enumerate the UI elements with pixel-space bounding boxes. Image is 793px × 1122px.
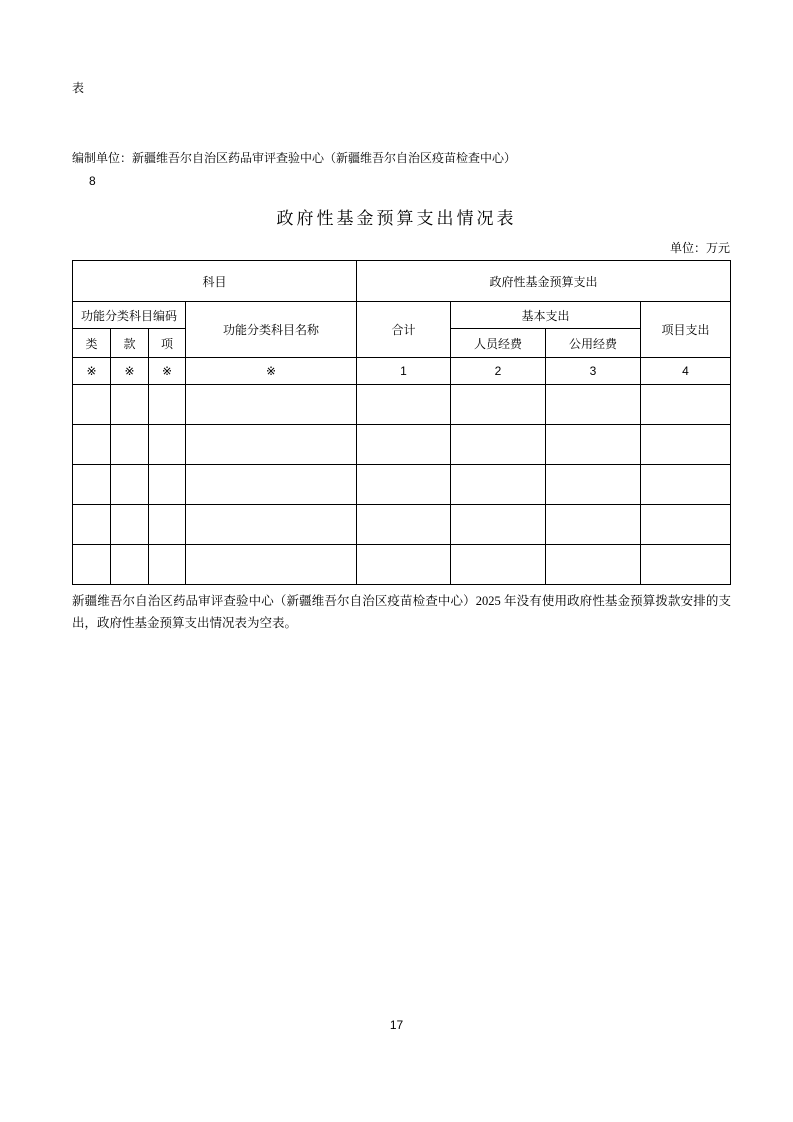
empty-cell [73,545,111,585]
empty-cell [186,545,357,585]
header-row-subgroups [73,302,731,329]
th-subject-group: 科目 [73,261,357,302]
column-number-cell: 4 [641,358,731,385]
empty-cell [111,465,149,505]
th-total-col: 合计 [357,302,451,358]
th-name-col: 功能分类科目名称 [186,302,357,358]
empty-data-row [73,385,731,425]
budget-table-body [73,261,731,585]
empty-cell [357,545,451,585]
footnote-text: 新疆维吾尔自治区药品审评查验中心（新疆维吾尔自治区疫苗检查中心）2025 年没有使用政府性基金预算拨款安排的支出，政府性基金预算支出情况表为空表。 [72,594,731,630]
marker-cell: ※ [73,358,111,385]
page-title: 政府性基金预算支出情况表 [276,209,517,228]
empty-cell [149,505,186,545]
empty-cell [111,385,149,425]
marker-cell: ※ [149,358,186,385]
unit-note: 单位：万元 [669,241,730,255]
empty-cell [641,465,731,505]
empty-cell [641,385,731,425]
empty-cell [73,465,111,505]
empty-cell [149,465,186,505]
th-project-col: 项目支出 [641,302,731,358]
empty-cell [186,505,357,545]
empty-cell [186,385,357,425]
empty-cell [641,545,731,585]
th-code-group: 功能分类科目编码 [73,302,186,329]
empty-cell [73,385,111,425]
empty-cell [186,465,357,505]
empty-cell [357,465,451,505]
empty-cell [546,385,641,425]
th-code-section: 款 [111,329,149,358]
prepared-by-line: 编制单位：新疆维吾尔自治区药品审评查验中心（新疆维吾尔自治区疫苗检查中心） [72,151,517,165]
empty-cell [357,385,451,425]
empty-cell [111,425,149,465]
empty-cell [186,425,357,465]
empty-cell [73,505,111,545]
empty-cell [546,505,641,545]
empty-data-row [73,545,731,585]
page-number: 17 [389,1018,404,1032]
empty-cell [149,425,186,465]
empty-cell [357,425,451,465]
empty-cell [73,425,111,465]
empty-cell [546,465,641,505]
empty-cell [451,385,546,425]
budget-table [72,260,731,585]
th-code-item: 项 [149,329,186,358]
th-basic-group: 基本支出 [451,302,641,329]
empty-cell [451,425,546,465]
th-code-class: 类 [73,329,111,358]
empty-data-row [73,505,731,545]
marker-cell: ※ [186,358,357,385]
th-public-col: 公用经费 [546,329,641,358]
empty-cell [357,505,451,545]
empty-data-row [73,425,731,465]
empty-cell [149,545,186,585]
empty-data-row [73,465,731,505]
th-fund-group: 政府性基金预算支出 [357,261,731,302]
column-number-cell: 2 [451,358,546,385]
marker-row [73,358,731,385]
th-personnel-col: 人员经费 [451,329,546,358]
column-number-cell: 3 [546,358,641,385]
empty-cell [641,425,731,465]
column-number-cell: 1 [357,358,451,385]
empty-cell [546,425,641,465]
marker-cell: ※ [111,358,149,385]
stray-table-label: 表 [72,81,85,95]
form-code: 8 [89,174,96,188]
empty-cell [451,465,546,505]
empty-cell [641,505,731,545]
empty-cell [451,545,546,585]
header-row-groups [73,261,731,302]
empty-cell [149,385,186,425]
empty-cell [451,505,546,545]
empty-cell [111,545,149,585]
empty-cell [111,505,149,545]
empty-cell [546,545,641,585]
